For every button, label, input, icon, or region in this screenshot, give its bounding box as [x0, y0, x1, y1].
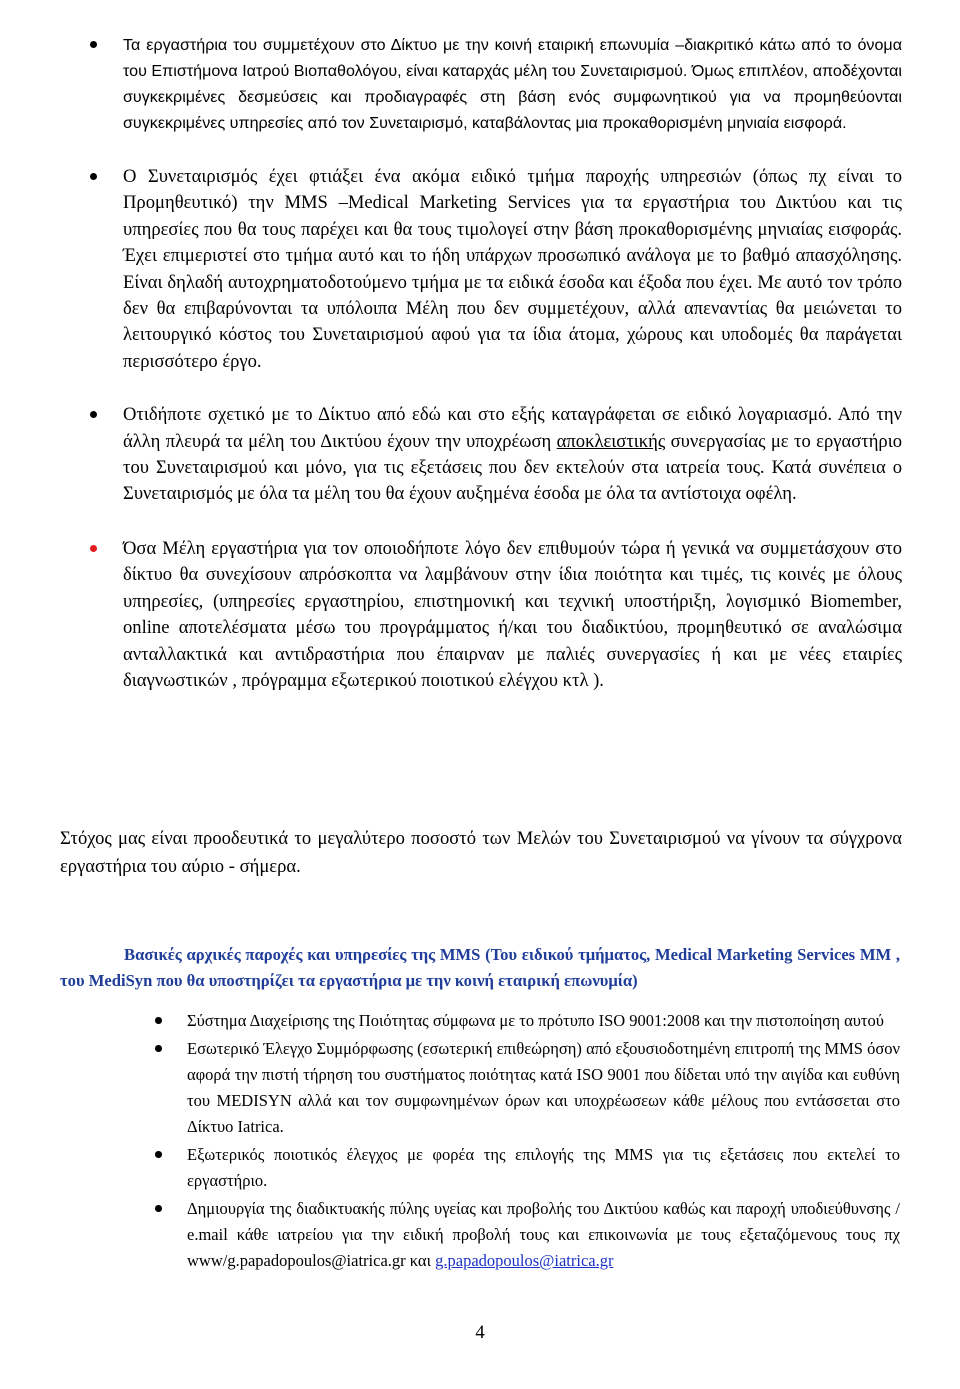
list-item	[90, 32, 902, 136]
bullet-dot-icon	[155, 1017, 162, 1024]
service-text: Δημιουργία της διαδικτυακής πύλης υγείας και προβολής του Δικτύου καθώς και παροχή υποδιεύθυνσης / e.mail κάθε ιατρείου για την ειδική προβολή τους και επικοινωνία με τους εξεταζόμενους τους πχ www/g.papadopoulos@iatrica.gr και	[187, 1199, 900, 1270]
bullet-dot-icon	[90, 41, 97, 48]
list-item	[90, 164, 902, 375]
bullet-dot-icon	[155, 1151, 162, 1158]
goal-paragraph: Στόχος μας είναι προοδευτικά το μεγαλύτερο ποσοστό των Μελών του Συνεταιρισμού να γίνουν τα σύγχρονα εργαστήρια του αύριο - σήμερα.	[60, 828, 902, 877]
list-item	[155, 1142, 900, 1194]
bullet-text: Οτιδήποτε σχετικό με το Δίκτυο από εδώ και στο εξής καταγράφεται σε ειδικό λογαριασμό. Από την άλλη πλευρά τα μέλη του Δικτύου έχουν την υποχρέωση	[123, 404, 902, 452]
list-item	[155, 1036, 900, 1140]
bullet-dot-icon	[155, 1205, 162, 1212]
red-bullet-dot-icon	[90, 545, 97, 552]
service-text: Εσωτερικό Έλεγχο Συμμόρφωσης (εσωτερική επιθεώρηση) από εξουσιοδοτημένη επιτροπή της MMS όσον αφορά την πιστή τήρηση του συστήματος ποιότητας κατά ISO 9001 που δίδεται υπό την αιγίδα και ευθύνη του MEDISYN αλλά και τον συμφωνημένων όρων και υποχρέωσεων κάθε μέλους που εντάσσεται στο Δίκτυο Iatrica.	[187, 1039, 900, 1136]
bullet-text: Ο Συνεταιρισμός έχει φτιάξει ένα ακόμα ειδικό τμήμα παροχής υπηρεσιών (όπως πχ είναι το Προμηθευτικό) την MMS –Medical Marketing Services για τα εργαστήρια του Δικτύου και τις υπηρεσίες που θα τους παρέχει και θα τους τιμολογεί στην βάση προκαθορισμένης μηνιαίας εισφοράς. Έχει επιμεριστεί στο τμήμα αυτό και το ήδη υπάρχων προσωπικό ανάλογα με το βαθμό απασχόλησης. Είναι δηλαδή αυτοχρηματοδοτούμενο τμήμα με τα ειδικά έσοδα και έξοδα που έχει. Με αυτό τον τρόπο δεν θα επιβαρύνονται τα υπόλοιπα Μέλη που δεν συμμετέχουν, αλλά απεναντίας θα μειώνεται το λειτουργικό κόστος του Συνεταιρισμού αφού για τα ίδια άτομα, χώρους και υποδομές θα παράγεται περισσότερο έργο.	[123, 166, 902, 372]
bullet-dot-icon	[90, 173, 97, 180]
list-item	[155, 1008, 900, 1034]
intro-bullet-list	[90, 32, 902, 694]
service-text: Εξωτερικός ποιοτικός έλεγχος με φορέα της επιλογής της MMS για τις εξετάσεις που εκτελεί το εργαστήριο.	[187, 1145, 900, 1190]
services-heading: Βασικές αρχικές παροχές και υπηρεσίες της MMS (Του ειδικού τμήματος, Medical Marketing Services MM , του MediSyn που θα υποστηρίζει τα εργαστήρια με την κοινή εταιρική επωνυμία)	[60, 945, 900, 990]
bullet-dot-icon	[155, 1045, 162, 1052]
bullet-dot-icon	[90, 411, 97, 418]
bullet-text: συνεργασίας με το εργαστήριο του Συνεταιρισμού και μόνο, για τις εξετάσεις που δεν εκτελούν στα ιατρεία τους. Κατά συνέπεια ο Συνεταιρισμός με όλα τα μέλη του θα έχουν αυξημένα έσοδα με όλα τα αντίστοιχα οφέλη.	[123, 430, 902, 505]
underlined-word: αποκλειστικής	[556, 430, 666, 452]
list-item	[90, 402, 902, 508]
list-item	[155, 1196, 900, 1274]
bullet-text: Όσα Μέλη εργαστήρια για τον οποιοδήποτε λόγο δεν επιθυμούν τώρα ή γενικά να συμμετάσχουν στο δίκτυο θα συνεχίσουν απρόσκοπτα να λαμβάνουν στην ίδια ποιότητα και τιμές, τις κοινές με όλους υπηρεσίες, (υπηρεσίες εργαστηρίου, επιστημονική και τεχνική υποστήριξη, λογισμικό Biomember, online αποτελέσματα μέσω του προγράμματος ή/και του διαδικτύου, προμηθευτικό σε αναλώσιμα ανταλλακτικά και αντιδραστήρια που έπαιρναν με παλιές συνεργασίες ή και με νέες εταιρίες διαγνωστικών , πρόγραμμα εξωτερικού ποιοτικού ελέγχου κτλ ).	[123, 537, 902, 691]
email-link[interactable]: g.papadopoulos@iatrica.gr	[435, 1251, 614, 1270]
page-number: 4	[475, 1322, 485, 1343]
service-text: Σύστημα Διαχείρισης της Ποιότητας σύμφωνα με το πρότυπο ISO 9001:2008 και την πιστοποίηση αυτού	[187, 1011, 884, 1030]
list-item	[90, 536, 902, 694]
services-bullet-list	[155, 1008, 900, 1276]
bullet-text: Τα εργαστήρια του συμμετέχουν στο Δίκτυο με την κοινή εταιρική επωνυμία –διακριτικό κάτω από το όνομα του Επιστήμονα Ιατρού Βιοπαθολόγου, είναι καταρχάς μέλη του Συνεταιρισμού. Όμως επιπλέον, αποδέχονται συγκεκριμένες δεσμεύσεις και προδιαγραφές στη βάση ενός συμφωνητικού για να προμηθεύονται συγκεκριμένες υπηρεσίες από τον Συνεταιρισμό, καταβάλοντας μια προκαθορισμένη μηνιαία εισφορά.	[123, 36, 902, 132]
